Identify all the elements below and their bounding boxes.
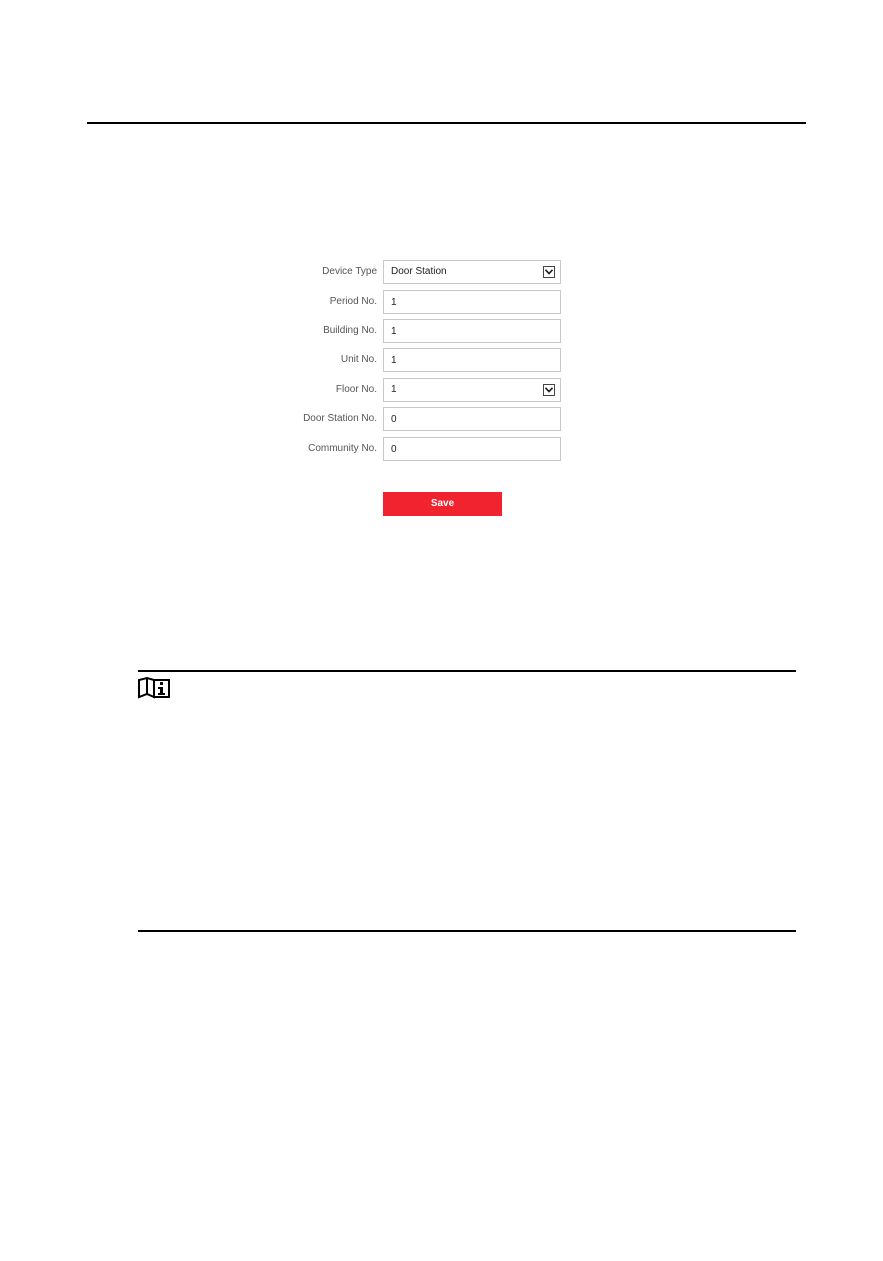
community-no-row: [0, 437, 883, 461]
period-no-input[interactable]: [383, 290, 561, 314]
note-divider-bottom: [138, 930, 796, 932]
chevron-down-icon[interactable]: [543, 384, 555, 396]
building-no-row: [0, 319, 883, 343]
floor-no-value: 1: [391, 384, 397, 395]
period-no-row: [0, 290, 883, 314]
device-type-select[interactable]: [383, 260, 561, 284]
header-divider: [87, 122, 806, 124]
note-divider-top: [138, 670, 796, 672]
unit-no-row: [0, 348, 883, 372]
chevron-down-icon[interactable]: [543, 266, 555, 278]
unit-no-input[interactable]: [383, 348, 561, 372]
device-type-value: Door Station: [391, 266, 447, 277]
save-button[interactable]: Save: [383, 492, 502, 516]
device-type-row: [0, 260, 883, 284]
door-station-no-input[interactable]: [383, 407, 561, 431]
community-no-label: Community No.: [308, 443, 377, 454]
floor-no-label: Floor No.: [335, 384, 377, 395]
floor-no-row: [0, 378, 883, 402]
building-no-input[interactable]: [383, 319, 561, 343]
door-station-no-label: Door Station No.: [303, 413, 377, 424]
note-info-icon: [138, 677, 172, 699]
community-no-input[interactable]: [383, 437, 561, 461]
door-station-no-row: [0, 407, 883, 431]
building-no-label: Building No.: [323, 325, 377, 336]
floor-no-select[interactable]: [383, 378, 561, 402]
unit-no-label: Unit No.: [340, 354, 377, 365]
device-type-label: Device Type: [322, 266, 377, 277]
period-no-label: Period No.: [329, 296, 377, 307]
